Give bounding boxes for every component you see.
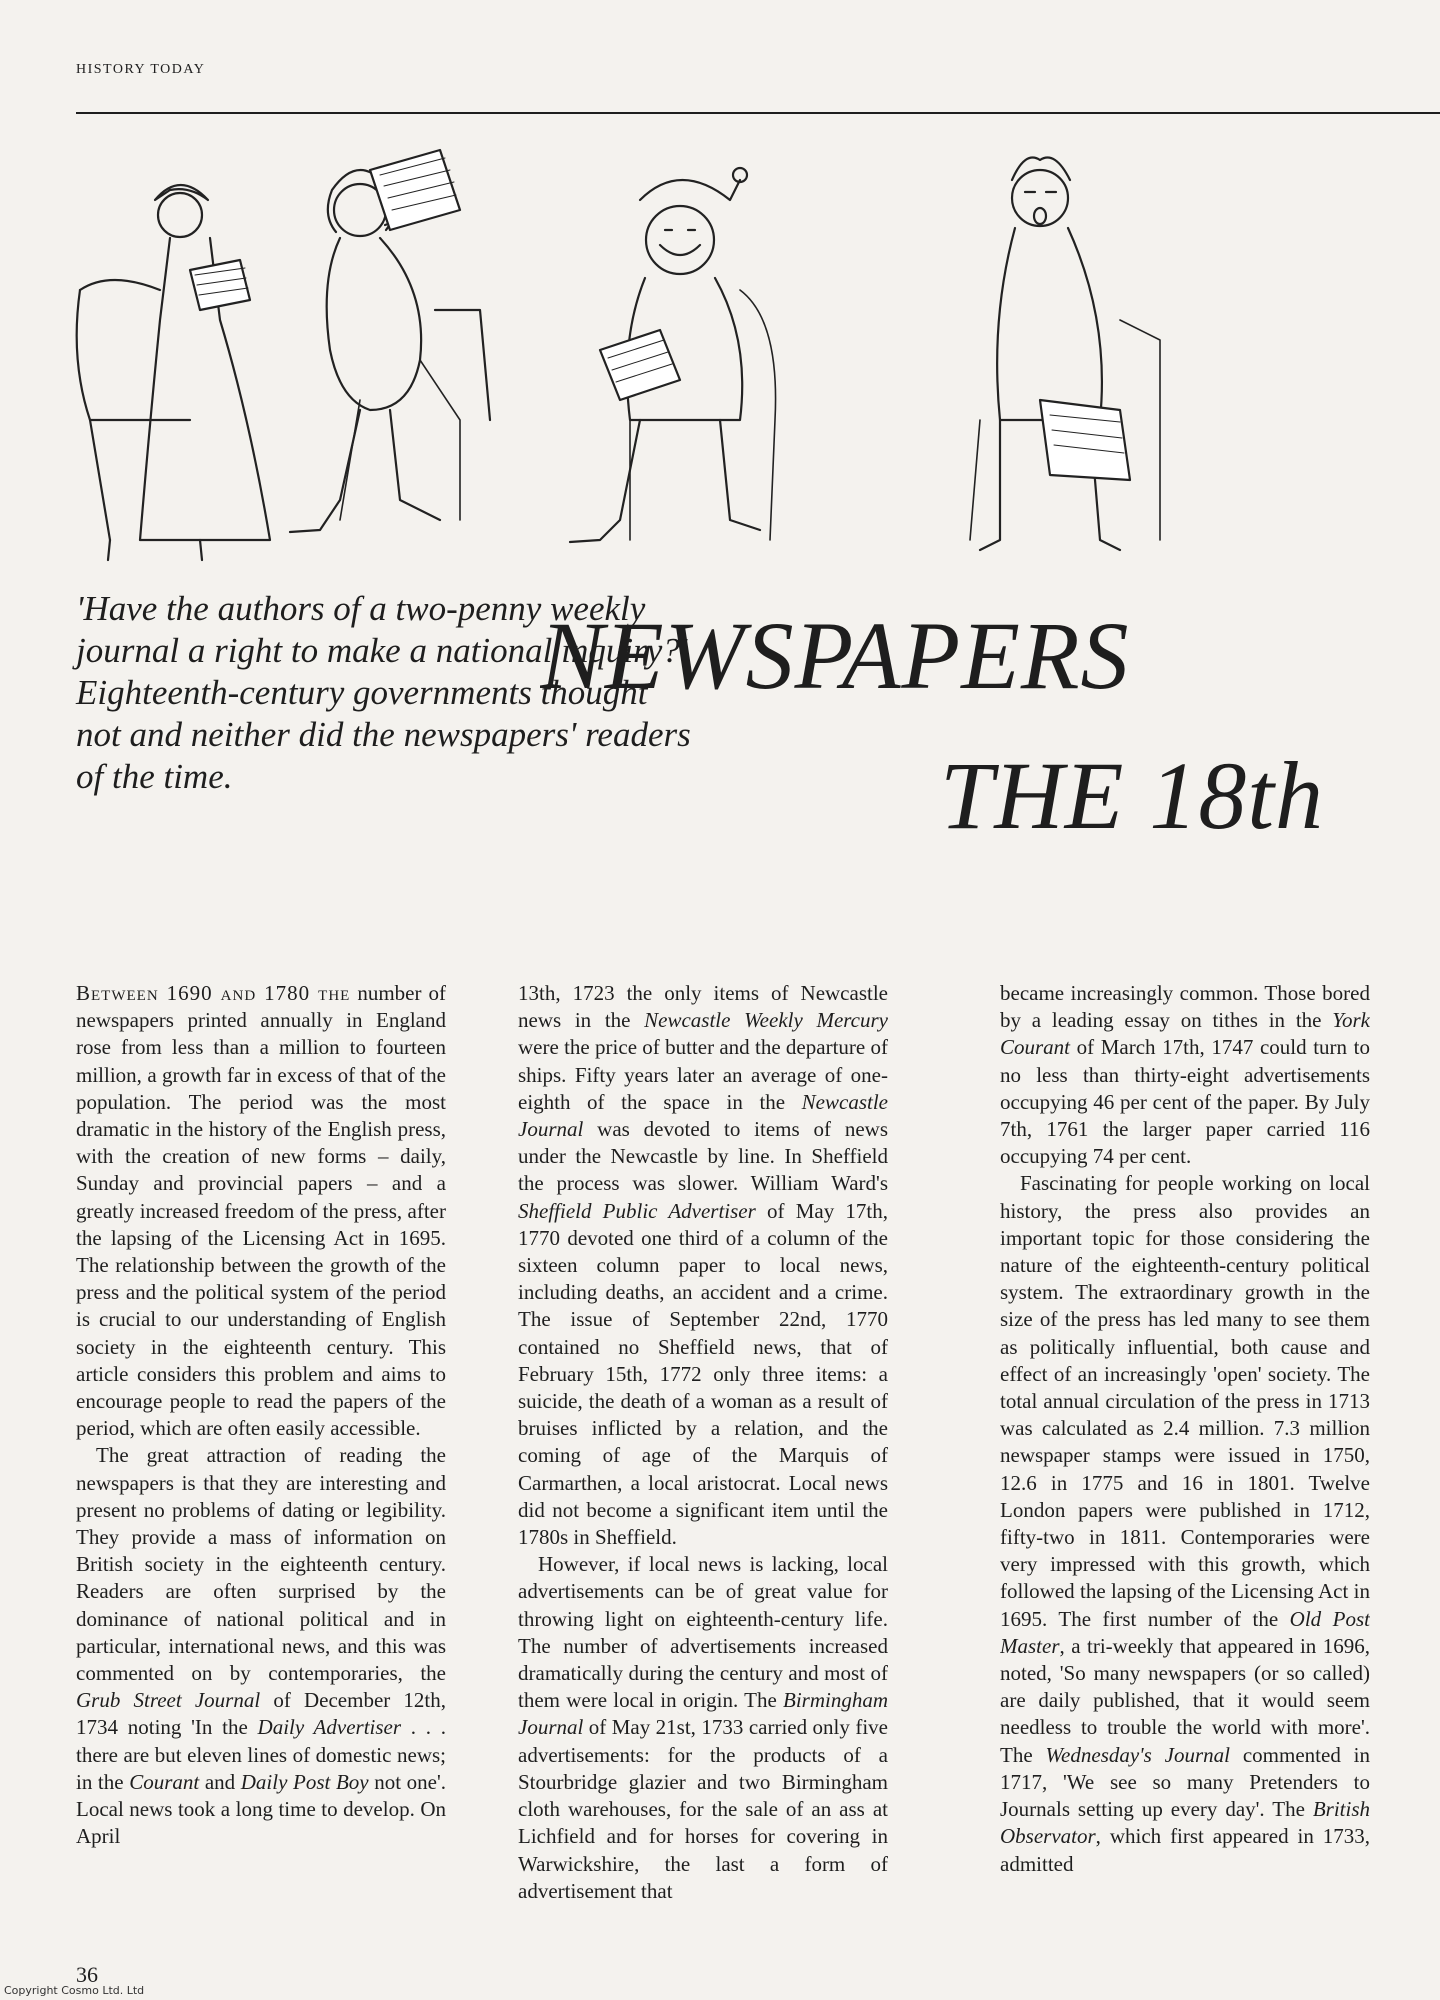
italic-title: British Observator [1000, 1797, 1370, 1849]
italic-title: Newcastle Journal [518, 1089, 888, 1142]
newspaper-readers-illustration [40, 120, 1440, 580]
text-run: of May 17th, 1770 devoted one third of a column of the sixteen column paper to local news, including deaths, an accident and a crime. The issue of September 22nd, 1770 contained no Sheffield news, that of February 15th, 1772 only three items: a suicide, the death of a woman as a result of bruises inflicted by a relation, and the coming of age of the Marquis of Carmarthen, a local aristocrat. Local news did not become a significant item until the 1780s in Sheffield. [518, 1198, 888, 1550]
paragraph [1000, 1170, 1370, 1877]
italic-title: Sheffield Public Advertiser [518, 1198, 756, 1223]
text-run: were the price of butter and the departure of ships. Fifty years later an average of one-eighth of the space in the [518, 1035, 888, 1114]
text-run: The great attraction of reading the newspapers is that they are interesting and present no problems of dating or legibility. They provide a mass of information on British society in the eighteenth century. Readers are often surprised by the dominance of national political and in particular, international news, and this was commented on by contemporaries, the [76, 1443, 446, 1686]
paragraph [518, 1551, 888, 1905]
man-reading-aloud-figure [290, 150, 490, 532]
copyright-notice: Copyright Cosmo Ltd. Ltd [4, 1984, 145, 1997]
headline-line-1: NEWSPAPERS [540, 602, 1130, 709]
text-run: of December 12th, 1734 noting 'In the [76, 1688, 446, 1740]
italic-title: Daily Post Boy [240, 1769, 369, 1794]
text-run: , which first appeared in 1733, admitted [1000, 1824, 1370, 1876]
top-rule [76, 112, 1440, 114]
text-run: and [199, 1769, 241, 1794]
text-run: became increasingly common. Those bored by a leading essay on tithes in the [1000, 981, 1370, 1033]
article-column-3 [1000, 980, 1370, 1940]
paragraph [76, 980, 446, 1442]
text-run: However, if local news is lacking, local advertisements can be of great value for throwing light on eighteenth-century life. The number of advertisements increased dramatically during the century and most of them were local in origin. The [518, 1552, 888, 1713]
page-number: 36 [76, 1962, 98, 1987]
running-head: HISTORY TODAY [76, 62, 206, 77]
text-run: was devoted to items of news under the Newcastle by line. In Sheffield the process was slower. William Ward's [518, 1117, 888, 1196]
text-run: number of newspapers printed annually in England rose from less than a million to fourteen million, a growth far in excess of that of the population. The period was the most dramatic in the history of the English press, with the creation of new forms – daily, Sunday and provincial papers – and a greatly increased freedom of the press, after the lapsing of the Licensing Act in 1695. The relationship between the growth of the press and the political system of the period is crucial to our understanding of English society in the eighteenth century. This article considers this problem and aims to encourage people to read the papers of the period, which are often easily accessible. [76, 981, 446, 1441]
text-run: 13th, 1723 the only items of Newcastle news in the [518, 981, 888, 1033]
italic-title: Newcastle Weekly Mercury [644, 1008, 888, 1033]
text-run: not one'. Local news took a long time to develop. On April [76, 1769, 446, 1849]
paragraph [1000, 980, 1370, 1170]
text-run: of May 21st, 1733 carried only five advertisements: for the products of a Stourbridge glazier and two Birmingham cloth warehouses, for the sale of an ass at Lichfield and for horses for covering in Warwickshire, the last a form of advertisement that [518, 1715, 888, 1903]
article-column-1 [76, 980, 446, 1940]
italic-title: Wednesday's Journal [1045, 1742, 1231, 1767]
headline [540, 600, 1440, 900]
drop-in-opening: Between 1690 and 1780 the [76, 981, 351, 1005]
standfirst-text: 'Have the authors of a two-penny weekly journal a right to make a national inquiry?' Eighteenth-century governments thought not and neither did the newspapers' readers of the time. [76, 589, 691, 796]
smiling-man-figure [570, 168, 776, 542]
italic-title: Grub Street Journal [76, 1688, 261, 1713]
italic-title: Courant [129, 1769, 200, 1794]
italic-title: Daily Advertiser [257, 1715, 402, 1740]
paragraph [76, 1442, 446, 1850]
text-run: of March 17th, 1747 could turn to no less than thirty-eight advertisements occupying 46 per cent of the paper. By July 7th, 1761 the larger paper carried 116 occupying 74 per cent. [1000, 1035, 1370, 1169]
text-run: commented in 1717, 'We see so many Pretenders to Journals setting up every day'. The [1000, 1742, 1370, 1822]
italic-title: Old Post Master [1000, 1606, 1370, 1658]
woman-reader-figure [77, 185, 270, 560]
article-body [76, 980, 1376, 1940]
paragraph [518, 980, 888, 1551]
cartoon-figures-svg [40, 120, 1440, 580]
headline-line-2: THE 18th [940, 742, 1325, 849]
alarmed-man-figure [970, 158, 1160, 551]
italic-title: Birmingham Journal [518, 1688, 888, 1740]
text-run: , a tri-weekly that appeared in 1696, noted, 'So many newspapers (or so called) are daily published, that it would seem needless to trouble the world with more'. The [1000, 1633, 1370, 1767]
article-column-2 [518, 980, 888, 1940]
text-run: . . . there are but eleven lines of domestic news; in the [76, 1715, 446, 1794]
text-run: Fascinating for people working on local history, the press also provides an important topic for those considering the nature of the eighteenth-century political system. The extraordinary growth in the size of the press has led many to see them as politically influential, both cause and effect of an increasingly 'open' society. The total annual circulation of the press in 1713 was calculated as 2.4 million. 7.3 million newspaper stamps were issued in 1750, 12.6 in 1775 and 16 in 1801. Twelve London papers were published in 1712, fifty-two in 1811. Contemporaries were very impressed with this growth, which followed the lapsing of the Licensing Act in 1695. The first number of the [1000, 1171, 1370, 1631]
italic-title: York Courant [1000, 1008, 1370, 1060]
